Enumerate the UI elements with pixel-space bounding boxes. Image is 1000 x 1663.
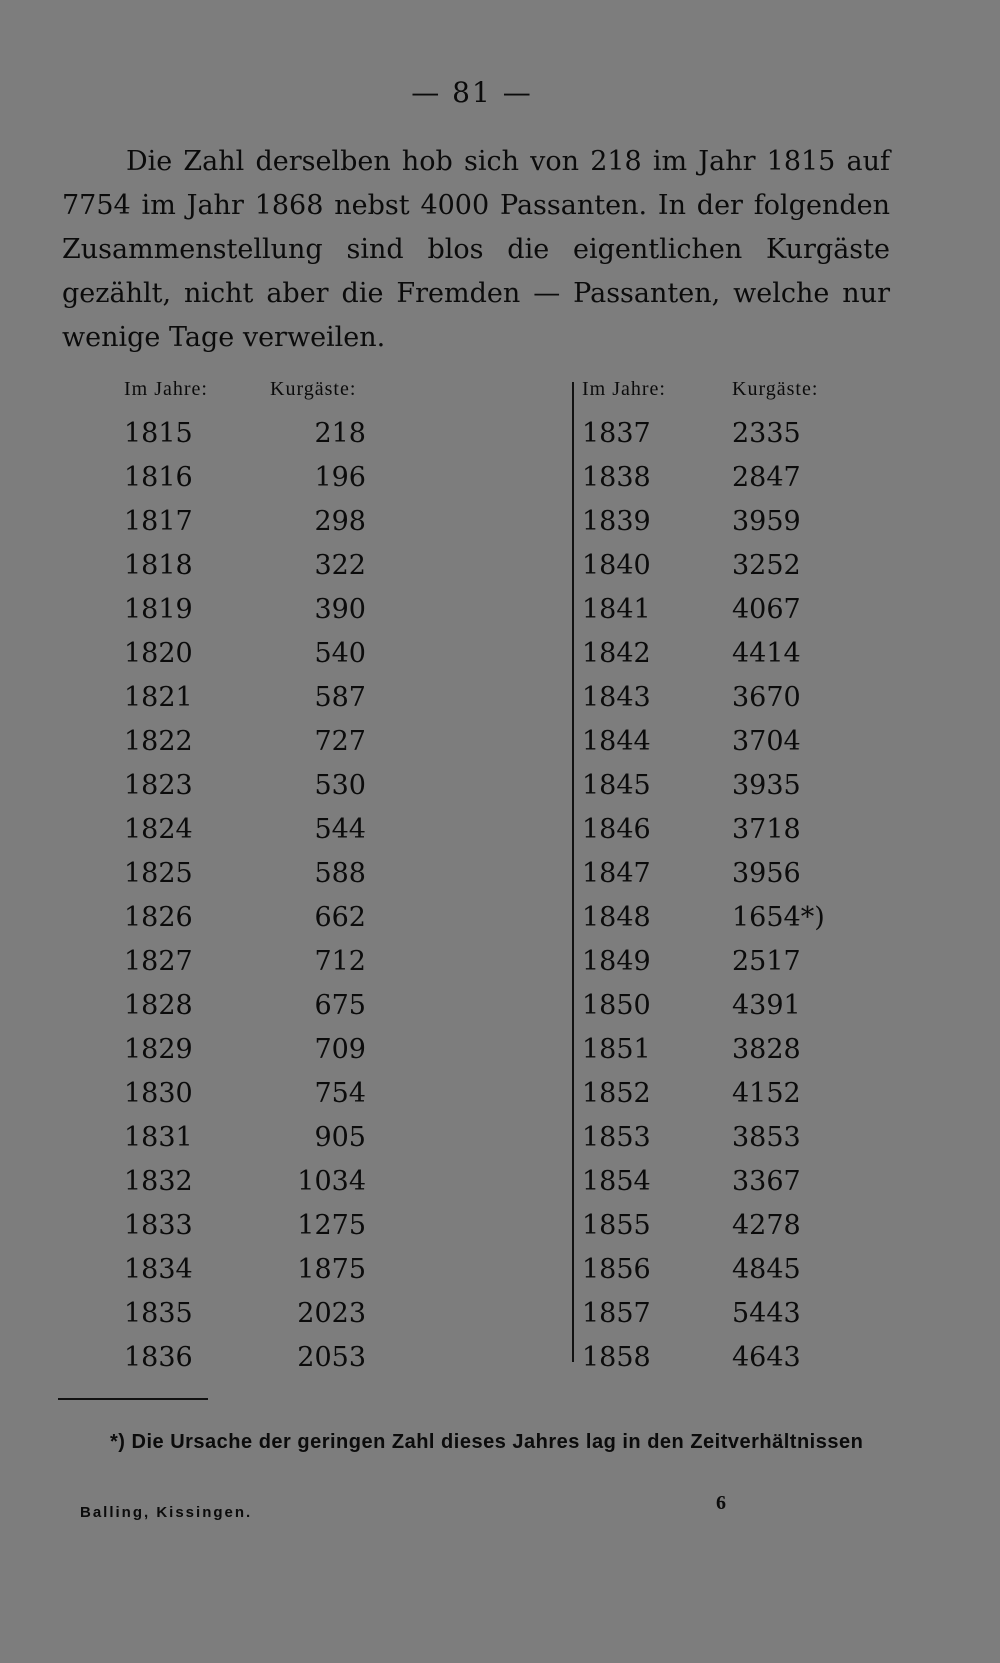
table-row [100,506,480,550]
table-row [100,990,480,1034]
guests-cell: 3959 [732,506,801,537]
guests-cell: 3704 [732,726,801,757]
footnote-rule [58,1398,208,1400]
year-cell: 1827 [124,946,193,977]
year-cell: 1855 [582,1210,651,1241]
guests-cell: 2023 [297,1298,366,1329]
table-row [542,594,860,638]
guests-cell: 4391 [732,990,801,1021]
year-cell: 1836 [124,1342,193,1373]
year-cell: 1852 [582,1078,651,1109]
table-row [100,946,480,990]
year-cell: 1842 [582,638,651,669]
guests-cell: 530 [314,770,366,801]
header-guests: Kurgäste: [270,378,357,400]
guests-cell: 540 [314,638,366,669]
table-row [542,1298,860,1342]
year-cell: 1837 [582,418,651,449]
guests-cell: 3956 [732,858,801,889]
year-cell: 1816 [124,462,193,493]
guests-cell: 4414 [732,638,801,669]
guests-cell: 675 [314,990,366,1021]
guests-cell: 322 [314,550,366,581]
year-cell: 1822 [124,726,193,757]
guests-cell: 588 [314,858,366,889]
guests-cell: 3252 [732,550,801,581]
guests-cell: 3935 [732,770,801,801]
table-row [100,1210,480,1254]
year-cell: 1817 [124,506,193,537]
table-row [100,1298,480,1342]
year-cell: 1833 [124,1210,193,1241]
guests-cell: 2517 [732,946,801,977]
guests-cell: 3828 [732,1034,801,1065]
table-row [542,1122,860,1166]
table-column-left [100,378,480,1386]
guests-cell: 709 [314,1034,366,1065]
guests-cell: 712 [314,946,366,977]
year-cell: 1838 [582,462,651,493]
intro-paragraph [62,140,890,360]
table-row [542,946,860,990]
table-row [542,1254,860,1298]
year-cell: 1828 [124,990,193,1021]
guests-cell: 905 [314,1122,366,1153]
guests-cell: 2335 [732,418,801,449]
table-row [542,638,860,682]
guests-cell: 1275 [297,1210,366,1241]
year-cell: 1854 [582,1166,651,1197]
table-row [542,1166,860,1210]
table-row [100,1254,480,1298]
signature-mark: 6 [716,1492,726,1514]
table-column-right [542,378,860,1386]
year-cell: 1820 [124,638,193,669]
footnote [62,1422,892,1462]
table-row [100,418,480,462]
table-row [542,506,860,550]
header-year: Im Jahre: [582,378,666,400]
table-row [100,462,480,506]
year-cell: 1846 [582,814,651,845]
guests-cell: 4643 [732,1342,801,1373]
table-row [100,682,480,726]
guests-cell: 587 [314,682,366,713]
guests-cell: 662 [314,902,366,933]
year-cell: 1819 [124,594,193,625]
year-cell: 1832 [124,1166,193,1197]
table-row [100,638,480,682]
guests-cell: 1875 [297,1254,366,1285]
year-cell: 1825 [124,858,193,889]
year-cell: 1840 [582,550,651,581]
guests-cell: 4067 [732,594,801,625]
page-number: — 81 — [411,76,533,109]
table-header-left [100,378,480,418]
guests-cell: 1654*) [732,902,825,933]
guests-cell: 298 [314,506,366,537]
year-cell: 1824 [124,814,193,845]
table-row [542,462,860,506]
table-header-right [542,378,860,418]
year-cell: 1835 [124,1298,193,1329]
year-cell: 1830 [124,1078,193,1109]
year-cell: 1857 [582,1298,651,1329]
table-row [542,1078,860,1122]
year-cell: 1844 [582,726,651,757]
table-row [542,1342,860,1386]
guests-cell: 3718 [732,814,801,845]
header-year: Im Jahre: [124,378,208,400]
table-row [542,550,860,594]
year-cell: 1858 [582,1342,651,1373]
guests-cell: 544 [314,814,366,845]
guests-cell: 4152 [732,1078,801,1109]
year-cell: 1851 [582,1034,651,1065]
year-cell: 1831 [124,1122,193,1153]
year-cell: 1856 [582,1254,651,1285]
guest-table [100,378,860,1373]
guests-cell: 4278 [732,1210,801,1241]
rows-left [100,418,480,1386]
table-row [100,1034,480,1078]
guests-cell: 1034 [297,1166,366,1197]
guests-cell: 2847 [732,462,801,493]
guests-cell: 4845 [732,1254,801,1285]
table-row [100,1078,480,1122]
guests-cell: 2053 [297,1342,366,1373]
intro-text: Die Zahl derselben hob sich von 218 im Jahr 1815 auf 7754 im Jahr 1868 nebst 4000 Passanten. In der folgenden Zusammenstellung sind blos die eigentlichen Kurgäste gezählt, nicht aber die Fremden — Passanten, welche nur wenige Tage verweilen. [62,146,890,353]
guests-cell: 3367 [732,1166,801,1197]
printer-imprint: Balling, Kissingen. [80,1504,253,1521]
table-row [542,1210,860,1254]
table-row [100,858,480,902]
year-cell: 1829 [124,1034,193,1065]
year-cell: 1834 [124,1254,193,1285]
year-cell: 1815 [124,418,193,449]
guests-cell: 196 [314,462,366,493]
table-row [100,1342,480,1386]
table-row [100,770,480,814]
guests-cell: 754 [314,1078,366,1109]
guests-cell: 5443 [732,1298,801,1329]
year-cell: 1839 [582,506,651,537]
footnote-text: Die Ursache der geringen Zahl dieses Jahres lag in den Zeitverhältnissen [131,1431,864,1453]
header-guests: Kurgäste: [732,378,819,400]
table-row [542,990,860,1034]
table-row [542,902,860,946]
year-cell: 1826 [124,902,193,933]
rows-right [542,418,860,1386]
guests-cell: 3670 [732,682,801,713]
guests-cell: 390 [314,594,366,625]
year-cell: 1850 [582,990,651,1021]
table-row [100,1166,480,1210]
table-row [542,858,860,902]
table-row [100,594,480,638]
year-cell: 1818 [124,550,193,581]
year-cell: 1843 [582,682,651,713]
year-cell: 1845 [582,770,651,801]
footnote-marker: *) [110,1431,126,1453]
table-row [542,1034,860,1078]
guests-cell: 3853 [732,1122,801,1153]
table-row [100,726,480,770]
table-row [542,418,860,462]
year-cell: 1821 [124,682,193,713]
table-row [542,726,860,770]
year-cell: 1847 [582,858,651,889]
year-cell: 1823 [124,770,193,801]
table-row [542,814,860,858]
year-cell: 1841 [582,594,651,625]
year-cell: 1848 [582,902,651,933]
year-cell: 1849 [582,946,651,977]
guests-cell: 727 [314,726,366,757]
table-row [100,550,480,594]
table-row [542,682,860,726]
table-row [542,770,860,814]
table-row [100,902,480,946]
table-row [100,814,480,858]
table-row [100,1122,480,1166]
guests-cell: 218 [314,418,366,449]
year-cell: 1853 [582,1122,651,1153]
